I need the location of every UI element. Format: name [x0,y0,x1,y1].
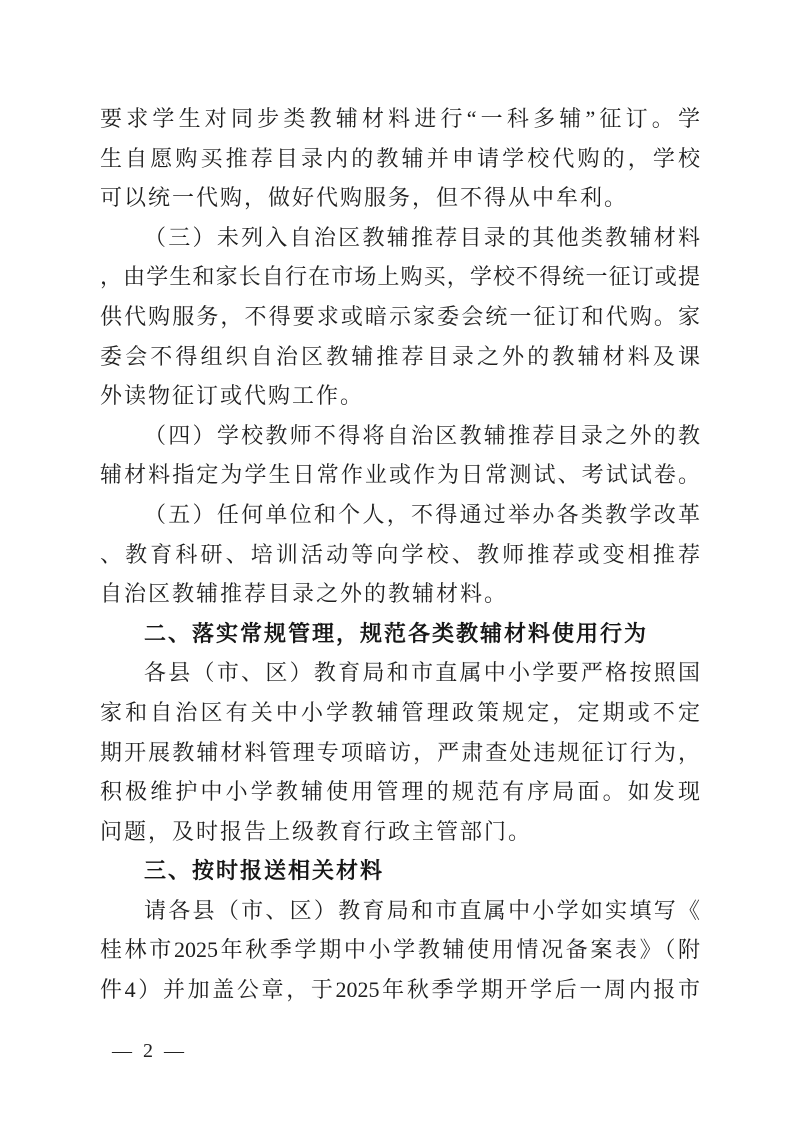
page-number: — 2 — [112,1040,187,1062]
text-line: 外读物征订或代购工作。 [100,383,365,409]
text-line: （四）学校教师不得将自治区教辅推荐目录之外的教 [144,422,700,448]
text-line: 自治区教辅推荐目录之外的教辅材料。 [100,581,509,607]
text-line: 期开展教辅材料管理专项暗访，严肃查处违规征订行为， [100,739,700,765]
text-line: 供代购服务，不得要求或暗示家委会统一征订和代购。家 [100,303,700,329]
text-line: ，由学生和家长自行在市场上购买，学校不得统一征订或提 [100,264,700,290]
text-line: 可以统一代购，做好代购服务，但不得从中牟利。 [100,185,629,211]
text-line: 、教育科研、培训活动等向学校、教师推荐或变相推荐 [100,541,700,567]
text-line: 件4）并加盖公章，于2025年秋季学期开学后一周内报市 [100,977,700,1003]
text-line: 积极维护中小学教辅使用管理的规范有序局面。如发现 [100,779,700,805]
text-line: 各县（市、区）教育局和市直属中小学要严格按照国 [144,660,700,686]
text-line: 家和自治区有关中小学教辅管理政策规定，定期或不定 [100,699,700,725]
text-line: 桂林市2025年秋季学期中小学教辅使用情况备案表》（附 [100,937,700,963]
section-heading: 二、落实常规管理，规范各类教辅材料使用行为 [144,620,649,646]
text-line: 要求学生对同步类教辅材料进行“一科多辅”征订。学 [100,106,700,131]
text-line: （五）任何单位和个人，不得通过举办各类教学改革 [144,501,700,527]
section-heading: 三、按时报送相关材料 [144,858,385,884]
text-line: 委会不得组织自治区教辅推荐目录之外的教辅材料及课 [100,343,700,369]
text-line: 请各县（市、区）教育局和市直属中小学如实填写《 [144,897,700,923]
text-line: 生自愿购买推荐目录内的教辅并申请学校代购的，学校 [100,145,700,171]
text-line: 辅材料指定为学生日常作业或作为日常测试、考试试卷。 [100,462,700,488]
text-line: （三）未列入自治区教辅推荐目录的其他类教辅材料 [144,224,700,250]
document-body [100,99,700,1010]
text-line: 问题，及时报告上级教育行政主管部门。 [100,818,533,844]
